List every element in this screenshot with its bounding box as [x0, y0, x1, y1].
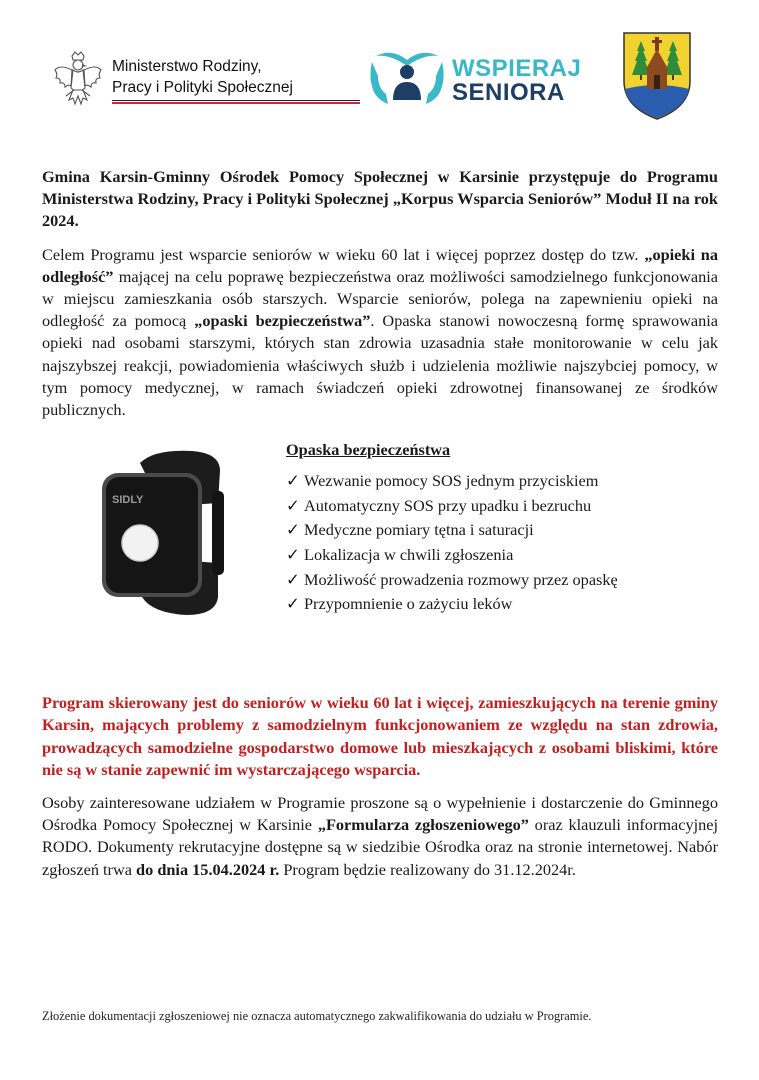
- check-icon: ✓: [286, 471, 300, 491]
- desc-part3: . Opaska stanowi nowoczesną formę sprawowania opieki nad osobami starszymi, których stan zdrowia uzasadnia stałe monitorowanie w celu jak najszybszej reakcji, powiadomienia właściwych służb i udzielenia możliwie najszybciej pomocy, w tym pomocy medycznej, w ramach świadczeń opieki zdrowotnej finansowanej ze środków publicznych.: [42, 311, 719, 420]
- logo-word-wspieraj: WSPIERAJ: [452, 55, 582, 82]
- desc-part1: Celem Programu jest wsparcie seniorów w wieku 60 lat i więcej poprzez dostęp do tzw.: [42, 244, 639, 264]
- ministry-rule-top: [112, 100, 360, 101]
- apply-bold-deadline: do dnia 15.04.2024 r.: [136, 859, 280, 879]
- list-item: ✓ Wezwanie pomocy SOS jednym przyciskiem: [286, 469, 618, 494]
- band-brand-label: SIDLY: [112, 494, 144, 507]
- intro-heading: Gmina Karsin-Gminny Ośrodek Pomocy Społecznej w Karsinie przystępuje do Programu Ministerstwa Rodziny, Pracy i Polityki Społecznej „Korpus Wsparcia Seniorów” Moduł II na rok 2024.: [42, 167, 718, 231]
- desc-bold-remote-care: „opieki na odległość”: [42, 244, 719, 286]
- document-body: [42, 166, 718, 881]
- check-icon: ✓: [286, 495, 300, 515]
- target-group-notice: Program skierowany jest do seniorów w wieku 60 lat i więcej, zamieszkujących na terenie gminy Karsin, mających problemy z samodzielnym funkcjonowaniem ze względu na stan zdrowia, prowadzących samodzielne gospodarstwo domowe lub mieszkających z osobami bliskimi, które nie są w stanie zapewnić im wystarczającego wsparcia.: [42, 693, 718, 779]
- list-item: ✓ Medyczne pomiary tętna i saturacji: [286, 518, 618, 543]
- apply-part3: Program będzie realizowany do 31.12.2024r.: [283, 859, 576, 879]
- desc-bold-safety-band: „opaski bezpieczeństwa”: [194, 311, 371, 331]
- logo-word-seniora: SENIORA: [452, 79, 565, 106]
- seniors-hands-icon: [366, 48, 448, 108]
- application-info: [42, 792, 718, 881]
- ministry-rule: [112, 102, 360, 104]
- desc-part2: mającej na celu poprawę bezpieczeństwa oraz możliwości samodzielnego funkcjonowania w miejscu zamieszkania osób starszych. Wsparcie seniorów, polega na zapewnieniu opieki na odległość za pomocą: [42, 266, 718, 331]
- ministry-name-line1: Ministerstwo Rodziny,: [112, 58, 262, 75]
- features-list-block: [286, 439, 618, 617]
- program-description: [42, 244, 718, 422]
- wspieraj-seniora-logo: [366, 48, 582, 108]
- ministry-logo: [52, 50, 322, 110]
- features-list: [286, 469, 618, 617]
- eagle-emblem-icon: [52, 50, 104, 108]
- header: [0, 0, 759, 140]
- list-item: ✓ Przypomnienie o zażyciu leków: [286, 592, 618, 617]
- check-icon: ✓: [286, 545, 300, 565]
- check-icon: ✓: [286, 520, 300, 540]
- apply-bold-form: „Formularza zgłoszeniowego”: [317, 815, 529, 835]
- list-item: ✓ Automatyczny SOS przy upadku i bezruchu: [286, 494, 618, 519]
- features-section: [42, 439, 718, 667]
- apply-part1: Osoby zainteresowane udziałem w Programie proszone są o wypełnienie i dostarczenie do Gminnego Ośrodka Pomocy Społecznej w Karsinie: [42, 793, 718, 835]
- footnote: Złożenie dokumentacji zgłoszeniowej nie oznacza automatycznego zakwalifikowania do udziału w Programie.: [42, 1009, 592, 1023]
- apply-part2: oraz klauzuli informacyjnej RODO. Dokumenty rekrutacyjne dostępne są w siedzibie Ośrodka oraz na stronie internetowej. Nabór zgłoszeń trwa: [42, 815, 719, 879]
- features-title: Opaska bezpieczeństwa: [286, 440, 451, 460]
- check-icon: ✓: [286, 594, 300, 614]
- safety-band-image: [100, 447, 232, 619]
- list-item: ✓ Lokalizacja w chwili zgłoszenia: [286, 543, 618, 568]
- karsin-coat-of-arms-icon: [622, 31, 692, 121]
- check-icon: ✓: [286, 569, 300, 589]
- ministry-name-line2: Pracy i Polityki Społecznej: [112, 79, 293, 96]
- list-item: ✓ Możliwość prowadzenia rozmowy przez opaskę: [286, 568, 618, 593]
